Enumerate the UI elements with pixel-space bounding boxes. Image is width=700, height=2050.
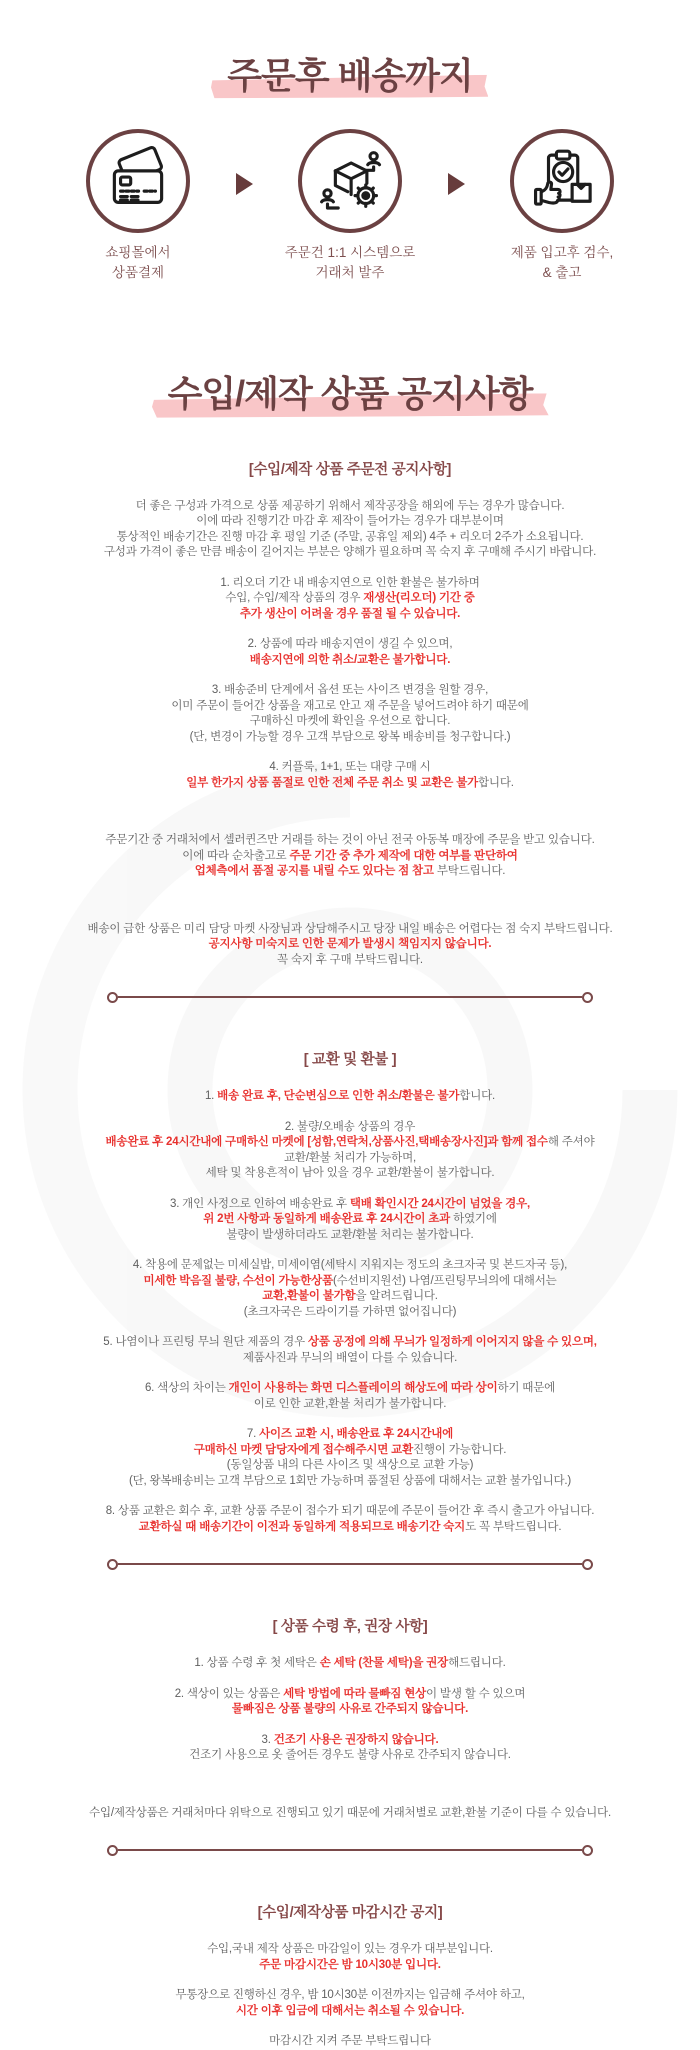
section-header-pre-order: [수입/제작 상품 주문전 공지사항] — [248, 461, 452, 478]
text-line: 무통장으로 진행하신 경우, 밤 10시30분 이전까지는 입금해 주셔야 하고, — [175, 1989, 525, 2001]
section-divider — [118, 996, 582, 998]
notice-paragraph — [0, 922, 700, 969]
text-line: 4. 착용에 문제없는 미세실밥, 미세이염(세탁시 지워지는 정도의 초크자국 및 본드자국 등), — [132, 1259, 568, 1271]
notice-paragraph — [0, 1335, 700, 1366]
text-line: 통상적인 배송기간은 진행 마감 후 평일 기준 (주말, 공휴일 제외) 4주 + 리오더 2주가 소요됩니다. — [116, 530, 584, 543]
flow-arrow-cell — [226, 173, 262, 195]
notice-paragraph — [0, 760, 700, 791]
text-line: 수입/제작상품은 거래처마다 위탁으로 진행되고 있기 때문에 거래처별로 교환,환불 기준이 다를 수 있습니다. — [89, 1806, 611, 1819]
text-line: 제품 입고후 검수, — [510, 245, 614, 261]
text-line: 제품사진과 무늬의 배열이 다를 수 있습니다. — [242, 1351, 458, 1364]
text-line: 5. 나염이나 프린팅 무늬 원단 제품의 경우 상품 공정에 의해 무늬가 일정하게 이어지지 않을 수 있으며, — [103, 1336, 597, 1348]
notice-paragraph — [0, 1381, 700, 1412]
notice-paragraph — [0, 1988, 700, 2019]
process-step-order-system — [262, 129, 438, 282]
flow-arrow-cell — [438, 173, 474, 195]
notice-paragraph — [0, 683, 700, 745]
text-line: 1. 상품 수령 후 첫 세탁은 손 세탁 (찬물 세탁)을 권장해드립니다. — [194, 1657, 506, 1669]
notice-paragraph — [0, 576, 700, 623]
text-line: 꼭 숙지 후 구매 부탁드립니다. — [277, 953, 423, 966]
step-label — [285, 243, 416, 282]
text-line: (단, 변경이 가능할 경우 고객 부담으로 왕복 배송비를 청구합니다.) — [189, 730, 511, 743]
text-line: 6. 색상의 차이는 개인이 사용하는 화면 디스플레이의 해상도에 따라 상이하기 때문에 — [144, 1382, 556, 1394]
text-line: 이미 주문이 들어간 상품을 재고로 안고 재 주문을 넣어드려야 하기 때문에 — [171, 699, 529, 712]
text-line: 시간 이후 입금에 대해서는 취소될 수 있습니다. — [235, 2004, 465, 2017]
text-line: 물빠짐은 상품 불량의 사유로 간주되지 않습니다. — [231, 1703, 469, 1715]
section-pre-order — [0, 499, 700, 969]
text-line: 일부 한가지 상품 품절로 인한 전체 주문 취소 및 교환은 불가합니다. — [186, 776, 514, 789]
section-header-exchange-refund: [ 교환 및 환불 ] — [303, 1052, 397, 1068]
notice-title-wrap — [0, 372, 700, 415]
notice-paragraph — [0, 1733, 700, 1764]
notice-paragraph — [0, 1806, 700, 1822]
notice-paragraph — [0, 1504, 700, 1535]
text-line: 2. 색상이 있는 상품은 세탁 방법에 따라 물빠짐 현상이 발생 할 수 있으며 — [174, 1687, 526, 1700]
notice-paragraph — [0, 1687, 700, 1718]
text-line: 배송지연에 의한 취소/교환은 불가합니다. — [249, 653, 451, 666]
notice-paragraph — [0, 2034, 700, 2050]
text-line: 1. 리오더 기간 내 배송지연으로 인한 환불은 불가하며 — [220, 576, 480, 589]
text-line: 2. 불량/오배송 상품의 경우 — [284, 1120, 416, 1133]
section-header-recommendations: [ 상품 수령 후, 권장 사항] — [272, 1619, 428, 1635]
process-step-payment — [50, 129, 226, 282]
text-line: 2. 상품에 따라 배송지연이 생길 수 있으며, — [247, 638, 453, 650]
section-divider — [118, 1849, 582, 1851]
section-header-deadline: [수입/제작상품 마감시간 공지] — [257, 1905, 443, 1921]
order-system-icon — [314, 145, 386, 217]
text-line: 3. 개인 사정으로 인하여 배송완료 후 택배 확인시간 24시간이 넘었을 경우, — [170, 1197, 530, 1210]
section-divider — [118, 1563, 582, 1565]
text-line: (단, 왕복배송비는 고객 부담으로 1회만 가능하며 품절된 상품에 대해서는 교환 불가입니다.) — [128, 1474, 572, 1487]
text-line: 수입,국내 제작 상품은 마감일이 있는 경우가 대부분입니다. — [207, 1943, 493, 1955]
text-line: 주문건 1:1 시스템으로 — [284, 245, 416, 261]
text-line: 이에 따라 진행기간 마감 후 제작이 들어가는 경우가 대부분이며 — [196, 515, 504, 527]
text-line: 주문기간 중 거래처에서 셀러퀸즈만 거래를 하는 것이 아닌 전국 아동복 매장에 주문을 받고 있습니다. — [105, 834, 595, 846]
text-line: 구매하신 마켓 담당자에게 접수해주시면 교환진행이 가능합니다. — [193, 1443, 507, 1456]
text-line: 세탁 및 착용흔적이 남아 있을 경우 교환/환불이 불가합니다. — [205, 1167, 495, 1179]
text-line: 마감시간 지켜 주문 부탁드립니다 — [269, 2035, 431, 2047]
process-step-inspection — [474, 129, 650, 282]
text-line: 4. 커플룩, 1+1, 또는 대량 구매 시 — [269, 761, 431, 773]
notice-paragraph — [0, 833, 700, 880]
section-recommendations — [0, 1656, 700, 1821]
text-line: (동일상품 내의 다른 사이즈 및 색상으로 교환 가능) — [226, 1459, 474, 1471]
text-line: & 출고 — [542, 264, 582, 280]
notice-paragraph — [0, 1258, 700, 1320]
text-line: 위 2번 사항과 동일하게 배송완료 후 24시간이 초과 하였기에 — [203, 1213, 497, 1225]
step-label — [105, 243, 170, 282]
notice-paragraph — [0, 1656, 700, 1672]
page-title: 주문후 배송까지 — [227, 54, 472, 97]
hero-title-wrap — [0, 0, 700, 97]
text-line: (초크자국은 드라이기를 가하면 없어집니다) — [243, 1305, 457, 1318]
arrow-right-icon — [448, 173, 465, 195]
step-label — [511, 243, 614, 282]
text-line: 구성과 가격이 좋은 만큼 배송이 길어지는 부분은 양해가 필요하며 꼭 숙지 후 구매해 주시기 바랍니다. — [103, 546, 597, 558]
credit-card-icon — [102, 145, 174, 217]
inspection-shipping-icon — [526, 145, 598, 217]
notice-paragraph — [0, 1089, 700, 1105]
notice-paragraph — [0, 1120, 700, 1182]
text-line: 7. 사이즈 교환 시, 배송완료 후 24시간내에 — [246, 1428, 454, 1440]
notice-paragraph — [0, 637, 700, 668]
text-line: 구매하신 마켓에 확인을 우선으로 합니다. — [249, 715, 451, 727]
text-line: 미세한 박음질 불량, 수선이 가능한상품(수선비지원선) 나염/프린팅무늬의에 대해서는 — [143, 1274, 557, 1287]
text-line: 수입, 수입/제작 상품의 경우 재생산(리오더) 기간 중 — [225, 592, 475, 604]
notice-paragraph — [0, 1197, 700, 1244]
text-line: 추가 생산이 어려울 경우 품절 될 수 있습니다. — [239, 607, 461, 620]
text-line: 공지사항 미숙지로 인한 문제가 발생시 책임지지 않습니다. — [208, 938, 492, 950]
text-line: 8. 상품 교환은 회수 후, 교환 상품 주문이 접수가 되기 때문에 주문이 들어간 후 즉시 출고가 아닙니다. — [105, 1505, 595, 1517]
text-line: 3. 건조기 사용은 권장하지 않습니다. — [261, 1733, 439, 1746]
text-line: 배송이 급한 상품은 미리 담당 마켓 사장님과 상담해주시고 당장 내일 배송은 어렵다는 점 숙지 부탁드립니다. — [87, 922, 613, 935]
notice-title: 수입/제작 상품 공지사항 — [168, 372, 533, 415]
text-line: 건조기 사용으로 옷 줄어든 경우도 불량 사유로 간주되지 않습니다. — [189, 1749, 511, 1761]
text-line: 주문 마감시간은 밤 10시30분 입니다. — [259, 1958, 441, 1971]
text-line: 교환하실 때 배송기간이 이전과 동일하게 적용되므로 배송기간 숙지도 꼭 부탁드립니다. — [138, 1520, 562, 1533]
section-deadline — [0, 1942, 700, 2050]
text-line: 3. 배송준비 단계에서 옵션 또는 사이즈 변경을 원할 경우, — [211, 684, 489, 696]
step-circle — [86, 129, 190, 233]
text-line: 상품결제 — [111, 264, 165, 280]
notice-paragraph — [0, 1942, 700, 1973]
text-line: 업체측에서 품절 공지를 내릴 수도 있다는 점 참고 부탁드립니다. — [194, 865, 506, 877]
text-line: 거래처 발주 — [315, 264, 385, 280]
text-line: 이에 따라 순차출고로 주문 기간 중 추가 제작에 대한 여부를 판단하여 — [182, 849, 518, 862]
text-line: 불량이 발생하더라도 교환/환불 처리는 불가합니다. — [226, 1228, 474, 1241]
text-line: 이로 인한 교환,환불 처리가 불가합니다. — [253, 1397, 447, 1410]
order-process-flow — [0, 129, 700, 282]
notice-paragraph — [0, 1427, 700, 1489]
arrow-right-icon — [236, 173, 253, 195]
step-circle — [510, 129, 614, 233]
notice-paragraph — [0, 499, 700, 561]
section-exchange-refund — [0, 1089, 700, 1535]
text-line: 1. 배송 완료 후, 단순변심으로 인한 취소/환불은 불가합니다. — [204, 1090, 496, 1102]
text-line: 쇼핑몰에서 — [105, 245, 171, 261]
text-line: 배송완료 후 24시간내에 구매하신 마켓에 [성함,연락처,상품사진,택배송장사진]과 함께 접수해 주셔야 — [105, 1136, 595, 1148]
text-line: 더 좋은 구성과 가격으로 상품 제공하기 위해서 제작공장을 해외에 두는 경우가 많습니다. — [135, 499, 565, 512]
text-line: 교환,환불이 불가함을 알려드립니다. — [262, 1290, 438, 1302]
step-circle — [298, 129, 402, 233]
text-line: 교환/환불 처리가 가능하며, — [284, 1151, 416, 1164]
